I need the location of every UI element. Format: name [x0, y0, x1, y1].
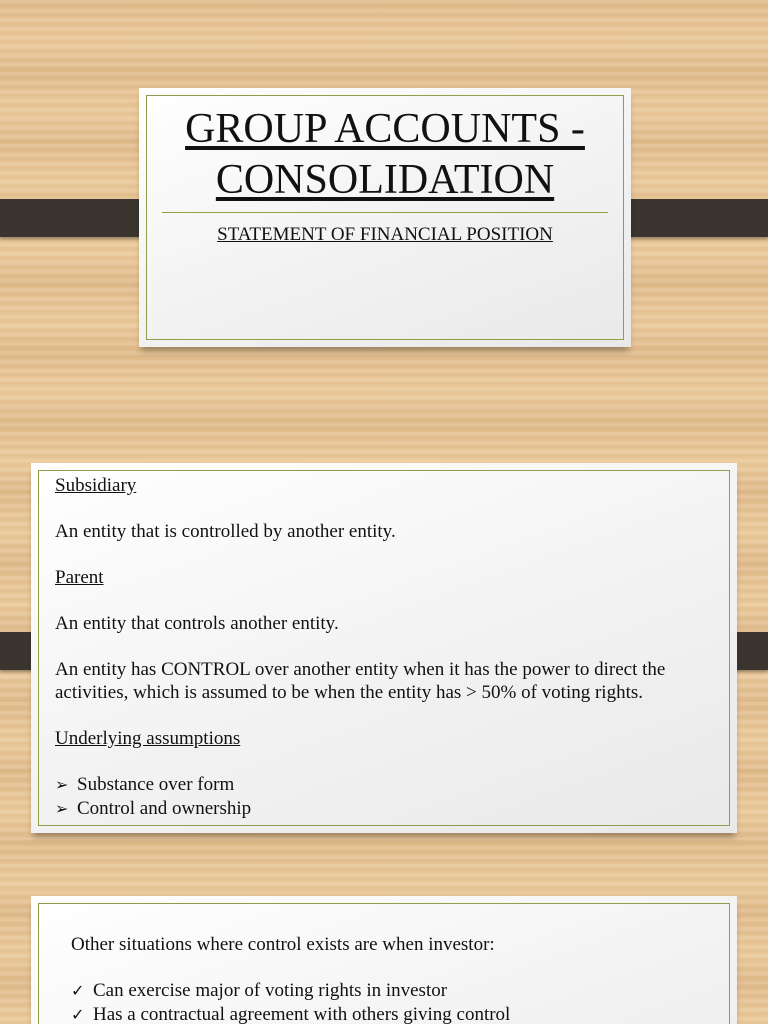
definitions-content [55, 474, 725, 821]
control-item [71, 1003, 721, 1024]
subsidiary-definition: An entity that is controlled by another entity. [55, 521, 396, 542]
definitions-card [31, 463, 737, 833]
assumption-item [55, 773, 725, 797]
presentation-subtitle: STATEMENT OF FINANCIAL POSITION [217, 224, 553, 245]
control-definition-line-1: An entity has CONTROL over another entity when it has the power to direct the [55, 659, 666, 680]
right-accent-bar [613, 199, 768, 237]
assumption-text: Control and ownership [77, 798, 252, 819]
subsidiary-heading: Subsidiary [55, 475, 137, 496]
control-definition-line-2: activities, which is assumed to be when the entity has > 50% of voting rights. [55, 682, 644, 703]
arrowhead-bullet-icon: ➢ [55, 801, 69, 818]
checkmark-bullet-icon: ✓ [71, 983, 85, 1000]
checkmark-bullet-icon: ✓ [71, 1007, 85, 1024]
assumption-text: Substance over form [77, 774, 235, 795]
parent-heading: Parent [55, 567, 104, 588]
title-slide [0, 0, 768, 430]
definitions-slide [0, 432, 768, 862]
title-line-1: GROUP ACCOUNTS - [185, 106, 585, 152]
arrowhead-bullet-icon: ➢ [55, 777, 69, 794]
title-line-2: CONSOLIDATION [215, 157, 555, 203]
title-divider [162, 212, 608, 213]
control-slide [0, 864, 768, 1024]
control-item [71, 979, 721, 1003]
presentation-title [149, 104, 621, 206]
control-content [71, 933, 721, 1024]
control-item-text: Can exercise major of voting rights in investor [93, 980, 448, 1001]
left-accent-bar [0, 199, 155, 237]
control-intro: Other situations where control exists are when investor: [71, 934, 495, 955]
title-card [139, 88, 631, 347]
assumptions-heading: Underlying assumptions [55, 728, 241, 749]
control-card [31, 896, 737, 1024]
assumption-item [55, 797, 725, 821]
parent-definition: An entity that controls another entity. [55, 613, 339, 634]
control-item-text: Has a contractual agreement with others giving control [93, 1004, 511, 1024]
